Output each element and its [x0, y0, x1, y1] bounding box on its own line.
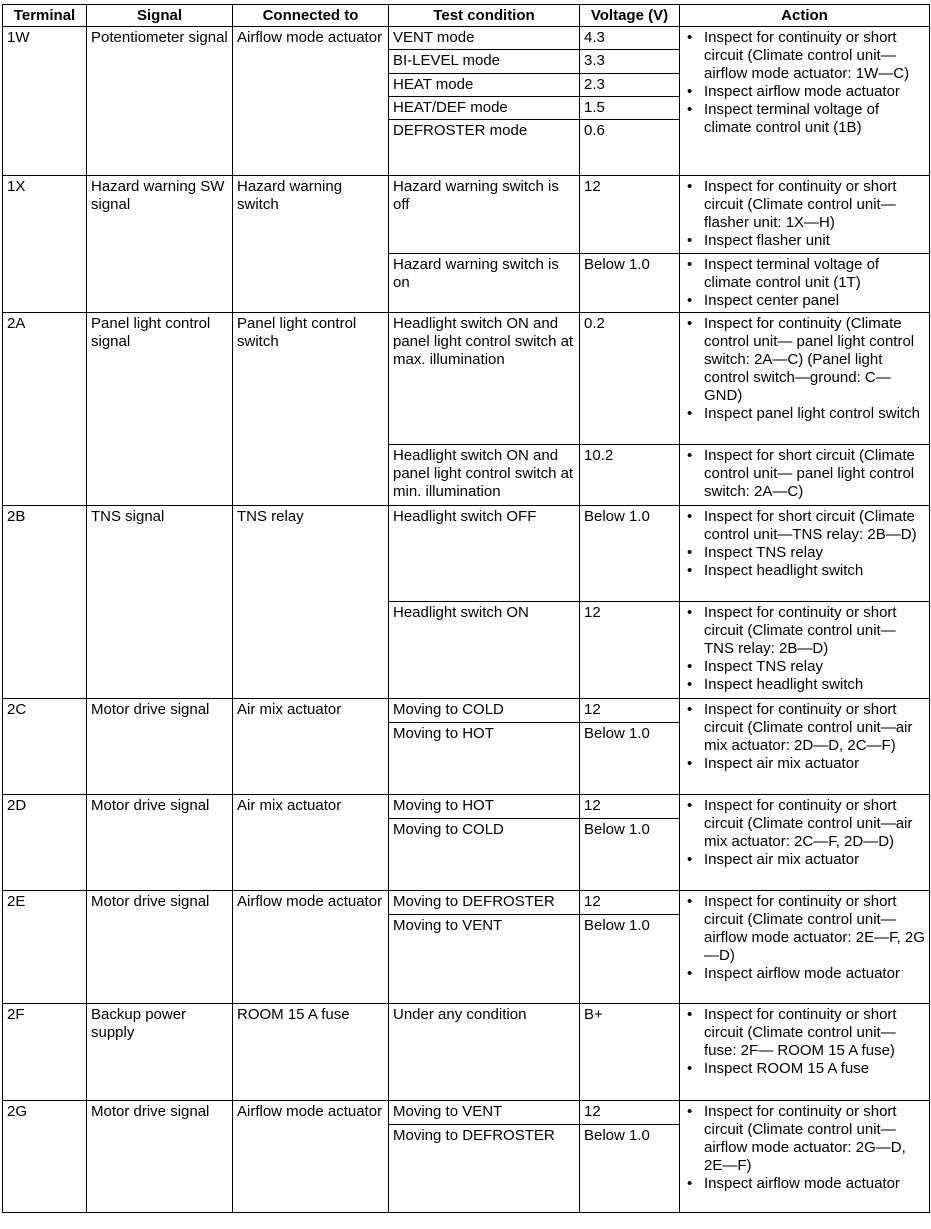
terminal-cell: 1W	[3, 27, 87, 176]
voltage-cell: B+	[580, 1004, 680, 1101]
connected-to-cell: TNS relay	[233, 506, 389, 699]
action-cell	[680, 795, 930, 891]
action-item: • Inspect for short circuit (Climate control unit— panel light control switch: 2A—C)	[704, 447, 925, 501]
test-condition-cell: Moving to VENT	[389, 1101, 580, 1125]
action-list	[684, 256, 925, 310]
signal-cell: Hazard warning SW signal	[87, 176, 233, 313]
voltage-cell: Below 1.0	[580, 254, 680, 313]
voltage-cell: 2.3	[580, 74, 680, 97]
test-condition-cell: Headlight switch ON and panel light control switch at min. illumination	[389, 445, 580, 506]
voltage-cell: 12	[580, 699, 680, 723]
action-list	[684, 604, 925, 694]
header-action: Action	[680, 5, 930, 27]
header-connected-to: Connected to	[233, 5, 389, 27]
voltage-cell: 12	[580, 176, 680, 254]
action-cell	[680, 699, 930, 795]
connected-to-cell: Airflow mode actuator	[233, 1101, 389, 1213]
table-body	[3, 27, 930, 1213]
action-item: • Inspect terminal voltage of climate control unit (1T)	[704, 256, 925, 292]
action-item: • Inspect air mix actuator	[704, 851, 925, 869]
terminal-cell: 2E	[3, 891, 87, 1004]
voltage-cell: Below 1.0	[580, 1125, 680, 1213]
table-row	[3, 313, 930, 445]
voltage-cell: 10.2	[580, 445, 680, 506]
voltage-cell: 0.2	[580, 313, 680, 445]
action-cell	[680, 27, 930, 176]
action-cell	[680, 1101, 930, 1213]
connected-to-cell: Air mix actuator	[233, 795, 389, 891]
connected-to-cell: Hazard warning switch	[233, 176, 389, 313]
action-item: • Inspect flasher unit	[704, 232, 925, 250]
header-terminal: Terminal	[3, 5, 87, 27]
action-list	[684, 893, 925, 983]
signal-cell: Motor drive signal	[87, 1101, 233, 1213]
table-row	[3, 795, 930, 819]
connected-to-cell: Airflow mode actuator	[233, 27, 389, 176]
test-condition-cell: Moving to DEFROSTER	[389, 1125, 580, 1213]
connected-to-cell: ROOM 15 A fuse	[233, 1004, 389, 1101]
action-item: • Inspect for continuity or short circuit (Climate control unit—fuse: 2F— ROOM 15 A fuse)	[704, 1006, 925, 1060]
connected-to-cell: Air mix actuator	[233, 699, 389, 795]
signal-cell: Backup power supply	[87, 1004, 233, 1101]
action-item: • Inspect air mix actuator	[704, 755, 925, 773]
test-condition-cell: VENT mode	[389, 27, 580, 50]
voltage-cell: 4.3	[580, 27, 680, 50]
action-item: • Inspect for continuity or short circuit (Climate control unit—airflow mode actuator: 1W—C)	[704, 29, 925, 83]
action-item: • Inspect for continuity or short circuit (Climate control unit—airflow mode actuator: 2G—D, 2E—F)	[704, 1103, 925, 1175]
test-condition-cell: BI-LEVEL mode	[389, 50, 580, 74]
action-item: • Inspect airflow mode actuator	[704, 1175, 925, 1193]
action-cell	[680, 445, 930, 506]
voltage-cell: Below 1.0	[580, 819, 680, 891]
action-cell	[680, 254, 930, 313]
action-item: • Inspect airflow mode actuator	[704, 965, 925, 983]
signal-cell: TNS signal	[87, 506, 233, 699]
voltage-cell: Below 1.0	[580, 506, 680, 602]
table-row	[3, 891, 930, 915]
terminal-cell: 2A	[3, 313, 87, 506]
signal-cell: Panel light control signal	[87, 313, 233, 506]
signal-cell: Motor drive signal	[87, 795, 233, 891]
action-list	[684, 508, 925, 580]
action-list	[684, 315, 925, 423]
action-list	[684, 797, 925, 869]
terminal-cell: 2D	[3, 795, 87, 891]
test-condition-cell: Headlight switch ON and panel light control switch at max. illumination	[389, 313, 580, 445]
terminal-voltage-table	[2, 4, 930, 1213]
voltage-cell: 12	[580, 891, 680, 915]
voltage-cell: 12	[580, 1101, 680, 1125]
table-header	[3, 5, 930, 27]
terminal-cell: 2B	[3, 506, 87, 699]
table-row	[3, 699, 930, 723]
connected-to-cell: Airflow mode actuator	[233, 891, 389, 1004]
test-condition-cell: Headlight switch OFF	[389, 506, 580, 602]
action-item: • Inspect for continuity or short circuit (Climate control unit—flasher unit: 1X—H)	[704, 178, 925, 232]
test-condition-cell: Moving to DEFROSTER	[389, 891, 580, 915]
voltage-cell: 12	[580, 602, 680, 699]
action-list	[684, 1103, 925, 1193]
action-cell	[680, 891, 930, 1004]
table-row	[3, 27, 930, 50]
voltage-cell: 1.5	[580, 97, 680, 120]
voltage-cell: Below 1.0	[580, 723, 680, 795]
action-item: • Inspect for continuity or short circuit (Climate control unit—TNS relay: 2B—D)	[704, 604, 925, 658]
action-item: • Inspect terminal voltage of climate control unit (1B)	[704, 101, 925, 137]
action-list	[684, 29, 925, 137]
test-condition-cell: Moving to VENT	[389, 915, 580, 1004]
test-condition-cell: Moving to COLD	[389, 699, 580, 723]
action-item: • Inspect headlight switch	[704, 562, 925, 580]
action-item: • Inspect for continuity or short circuit (Climate control unit—air mix actuator: 2D—D, 2C—F)	[704, 701, 925, 755]
voltage-cell: 3.3	[580, 50, 680, 74]
action-item: • Inspect panel light control switch	[704, 405, 925, 423]
action-list	[684, 178, 925, 250]
test-condition-cell: Headlight switch ON	[389, 602, 580, 699]
terminal-cell: 2C	[3, 699, 87, 795]
test-condition-cell: DEFROSTER mode	[389, 120, 580, 176]
test-condition-cell: Under any condition	[389, 1004, 580, 1101]
action-cell	[680, 506, 930, 602]
action-cell	[680, 602, 930, 699]
header-signal: Signal	[87, 5, 233, 27]
test-condition-cell: Moving to HOT	[389, 723, 580, 795]
terminal-cell: 1X	[3, 176, 87, 313]
terminal-cell: 2F	[3, 1004, 87, 1101]
action-item: • Inspect TNS relay	[704, 658, 925, 676]
action-item: • Inspect for continuity (Climate control unit— panel light control switch: 2A—C) (Panel light control switch—ground: C—GND)	[704, 315, 925, 405]
action-item: • Inspect for short circuit (Climate control unit—TNS relay: 2B—D)	[704, 508, 925, 544]
test-condition-cell: Moving to COLD	[389, 819, 580, 891]
test-condition-cell: HEAT mode	[389, 74, 580, 97]
action-item: • Inspect ROOM 15 A fuse	[704, 1060, 925, 1078]
action-list	[684, 447, 925, 501]
header-row	[3, 5, 930, 27]
action-item: • Inspect TNS relay	[704, 544, 925, 562]
action-cell	[680, 313, 930, 445]
test-condition-cell: HEAT/DEF mode	[389, 97, 580, 120]
table-row	[3, 1004, 930, 1101]
action-cell	[680, 176, 930, 254]
table-row	[3, 176, 930, 254]
connected-to-cell: Panel light control switch	[233, 313, 389, 506]
action-item: • Inspect for continuity or short circuit (Climate control unit—air mix actuator: 2C—F, 2D—D)	[704, 797, 925, 851]
voltage-cell: 12	[580, 795, 680, 819]
signal-cell: Motor drive signal	[87, 891, 233, 1004]
terminal-cell: 2G	[3, 1101, 87, 1213]
signal-cell: Motor drive signal	[87, 699, 233, 795]
test-condition-cell: Moving to HOT	[389, 795, 580, 819]
voltage-cell: Below 1.0	[580, 915, 680, 1004]
action-list	[684, 1006, 925, 1078]
action-list	[684, 701, 925, 773]
signal-cell: Potentiometer signal	[87, 27, 233, 176]
action-item: • Inspect airflow mode actuator	[704, 83, 925, 101]
action-item: • Inspect center panel	[704, 292, 925, 310]
table-row	[3, 506, 930, 602]
test-condition-cell: Hazard warning switch is off	[389, 176, 580, 254]
table-row	[3, 1101, 930, 1125]
header-test-condition: Test condition	[389, 5, 580, 27]
voltage-cell: 0.6	[580, 120, 680, 176]
action-item: • Inspect for continuity or short circuit (Climate control unit—airflow mode actuator: 2E—F, 2G—D)	[704, 893, 925, 965]
action-item: • Inspect headlight switch	[704, 676, 925, 694]
test-condition-cell: Hazard warning switch is on	[389, 254, 580, 313]
header-voltage: Voltage (V)	[580, 5, 680, 27]
action-cell	[680, 1004, 930, 1101]
